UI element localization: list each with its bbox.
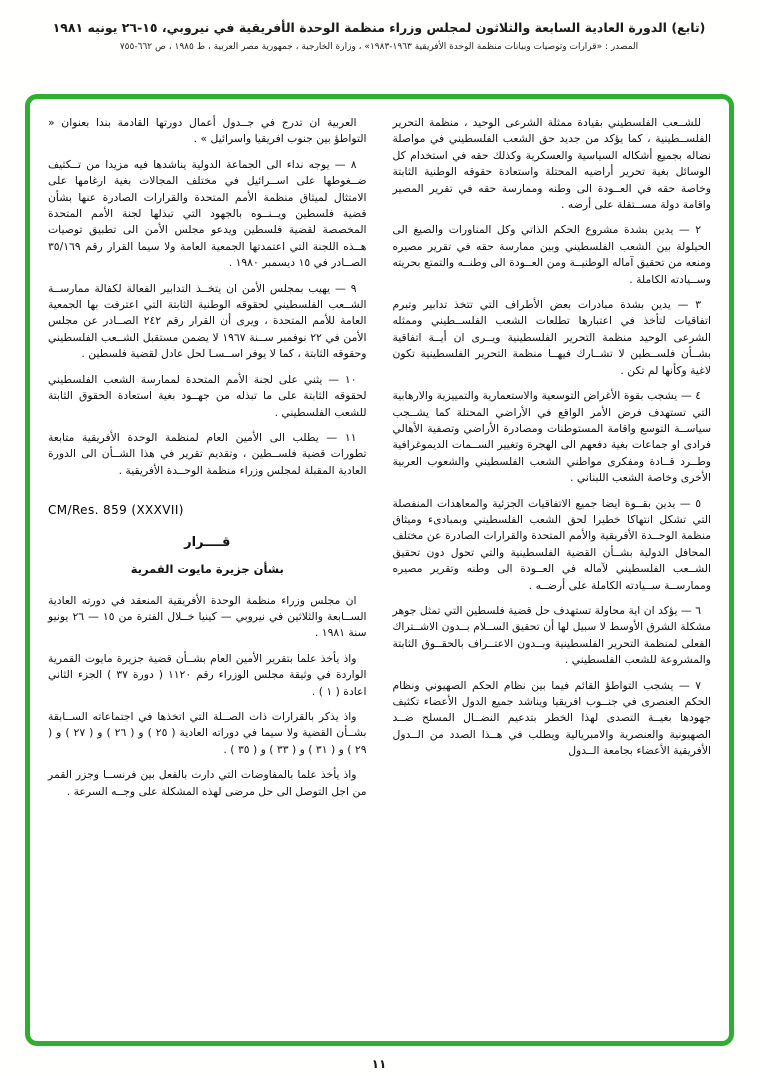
paragraph: ٤ — يشجب بقوة الأغراض التوسعية والاستعمارية والتمييزية والارهابية التي تستهدف فرض الأمر الواقع في الأراضي المحتلة كما يشــجب سياســة التوسع واقامة المستوطنات ومصادرة الأراضي وتصفية الأهالي فرادى او جماعات بغية دفعهم الى الهجرة وتغيير الســمات الديموغرافية وطــرد قــادة ومفكرى مواطني الشعب الفلسطيني والشعوب العربية الأخرى وخاصة الشعب اللبناني . <box>392 389 711 485</box>
resolution-title: قــــرار <box>184 535 231 551</box>
paragraph: ٩ — يهيب بمجلس الأمن ان يتخــذ التدابير الفعالة لكفالة ممارســة الشــعب الفلسطيني لحقوقه الوطنية الثابتة التي اعترفت بها الجمعية العامة للأمم المتحدة ، ويرى أن القرار رقم ٢٤٢ الصــادر عن مجلس الأمن في ٢٢ نوفمبر ســنة ١٩٦٧ لا يضمن مستقبل الشــعب الفلسطيني وحقوقه الثابتة ، كما لا يوفر اســسـا لحل عادل لقضية فلسطين . <box>48 281 367 361</box>
paragraph: ٨ — يوجه نداء الى الجماعة الدولية يناشدها فيه مزيدا من تــكثيف ضــغوطها على اســرائيل في مختلف المجالات بغية ارغامها على الامتثال لميثاق منظمة الأمم المتحدة والقرارات الصادرة عنها بشأن قضية فلسطين ويــنــوه بالجهود التي تبذلها لجنة الأمم المتحدة المخصصة لقضية فلسطين ويدعو مجلس الأمن الى تطبيق توصيات هــذه اللجنة التي اعتمدتها الجمعية العامة ولا سيما القرار رقم ٣٥/١٦٩ الصــادر في ١٥ ديسمبر ١٩٨٠ . <box>48 157 367 270</box>
header-source: المصدر : «قرارات وتوصيات وبيانات منظمة الوحدة الأفريقية ١٩٦٣-١٩٨٣» ، وزارة الخارجية ، جمهورية مصر العربية ، ط ١٩٨٥ ، ص ٦٦٢-٧٥٥ <box>119 42 639 52</box>
paragraph: ٥ — يدين بقــوة ايضا جميع الاتفاقيات الجزئية والمعاهدات المنفصلة التي تشكل انتهاكا خطيرا لحق الشعب الفلسطيني وبمبادىء وميثاق منظمة الوحــدة الأفريقية والأمم المتحدة والقرارات الصادرة عن مختلف المحافل الدولية بشــأن القضية الفلسطينية والتي تحول دون تحقيق الشــعب الفلسطيني لآماله في العــودة الى وطنه وتقرير مصيره وممارســة ســيادته الكاملة على أرضــه . <box>392 496 711 592</box>
column-right <box>393 115 712 1027</box>
paragraph: العربية ان تدرج في جــدول أعمال دورتها القادمة بندا بعنوان « التواطؤ بين جنوب افريقيا واسرائيل » . <box>48 116 367 146</box>
page-footer <box>0 1053 758 1072</box>
page-number: ١١ <box>371 1057 387 1071</box>
paragraph: واذ يأخذ علما بالمفاوضات التي دارت بالفعل بين فرنســا وجزر القمر من اجل التوصل الى حل مرضى لهذه المشكلة على وجــه السرعة . <box>48 768 367 798</box>
paragraph: للشــعب الفلسطيني بقيادة ممثلة الشرعى الوحيد ، منظمة التحرير الفلســطينية ، كما يؤكد من جديد حق الشعب الفلسطيني في مواصلة نضاله بجميع أشكاله السياسية والعسكرية وكذلك حقه في استخدام كل الوسائل بغية تحرير أراضيه المحتلة واستعادة حقوقه الوطنية الثابتة وخاصة حقه في العــودة الى وطنه وممارسة حقه في تقرير المصير واقامة دولة مســتقلة على أرضه . <box>392 116 711 212</box>
column-left <box>48 115 367 1027</box>
resolution-subtitle: بشأن جزيرة مايوت القمرية <box>130 562 284 577</box>
document-header <box>0 0 758 52</box>
paragraph: ٦ — يؤكد ان اية محاولة تستهدف حل قضية فلسطين التي تمثل جوهر مشكلة الشرق الأوسط لا سبيل لها أن تحقيق الســلام بــدون الاشــتراك الفعلى لمنظمة التحرير الفلسطينية وبــدون الاعتــراف بالحقــوق الثابتة والمشروعة للشعب الفلسطيني . <box>392 603 711 667</box>
paragraph: ١١ — يطلب الى الأمين العام لمنظمة الوحدة الأفريقية متابعة تطورات قضية فلســطين ، وتقديم تقرير في هذا الشــأن الى الدورة العادية المقبلة لمجلس وزراء منظمة الوحــدة الأفريقية . <box>48 430 367 477</box>
content-frame <box>25 94 734 1046</box>
paragraph: ان مجلس وزراء منظمة الوحدة الأفريقية المنعقد في دورته العادية الســابعة والثلاثين في نيروبي — كينيا خــلال الفترة من ١٥ — ٢٦ يونيو سنة ١٩٨١ . <box>48 593 367 640</box>
header-title: (تابع) الدورة العادية السابعة والثلاثون لمجلس وزراء منظمة الوحدة الأفريقية في نيروبي، ١٥-٢٦ يونيه ١٩٨١ <box>52 20 706 35</box>
paragraph: واذ يأخذ علما بتقرير الأمين العام بشــأن قضية جزيرة مايوت القمرية الواردة في وثيقة مجلس الوزراء رقم ١١٢٠ ( دورة ٣٧ ) الجزء الثاني اعادة ( ١ ) . <box>48 651 367 698</box>
paragraph: واذ يذكر بالقرارات ذات الصــلة التي اتخذها في اجتماعاته الســابقة بشــأن القضية ولا سيما في دوراته العادية ( ٢٥ ) و ( ٢٦ ) و ( ٢٧ ) و ( ٢٩ ) و ( ٣١ ) و ( ٣٣ ) و ( ٣٥ ) . <box>48 710 367 756</box>
paragraph: ٧ — يشجب التواطؤ القائم فيما بين نظام الحكم الصهيوني ونظام الحكم العنصرى في جنــوب افريقيا ويناشد جميع الدول الأعضاء تكثيف جهودها بغيــة التصدى لهذا الخطر بتدعيم النضــال المسلح ضــد الصهيونية والعنصرية والامبريالية ويطلب في هــذا الصدد من الــدول الأفريقية الأعضاء بجامعة الــدول <box>392 678 711 758</box>
resolution-reference: CM/Res. 859 (XXXVII) <box>48 503 184 518</box>
text-columns <box>48 115 711 1027</box>
paragraph: ٣ — يدين بشدة مبادرات بعض الأطراف التي تتخذ تدابير وتبرم اتفاقيات لتأخذ في اعتبارها تطلعات الشعب الفلســطيني وممثله الشرعى الوحيد منظمة التحرير الفلسطينية ويــرى ان أيــة اتفاقية بشــأن فلســطين لا تشــارك فيهــا منظمة التحرير الفلسطينية تكون لاغية وكأنها لم تكن . <box>392 298 711 377</box>
paragraph: ١٠ — يثني على لجنة الأمم المتحدة لممارسة الشعب الفلسطيني لحقوقه الثابتة على ما تبذله من جهــود بغية استعادة الحقوق الثابتة للشعب الفلسطيني . <box>48 372 367 419</box>
paragraph: ٢ — يدين بشدة مشروع الحكم الذاتي وكل المناورات والصيغ الى الحيلولة بين الشعب الفلسطيني وبين ممارسة حقه في تقرير مصيره ومنعه من تحقيق آماله الوطنيــة ومن العــودة الى وطنــه والتمتع بحريته وســيادته الكاملة . <box>392 223 711 286</box>
